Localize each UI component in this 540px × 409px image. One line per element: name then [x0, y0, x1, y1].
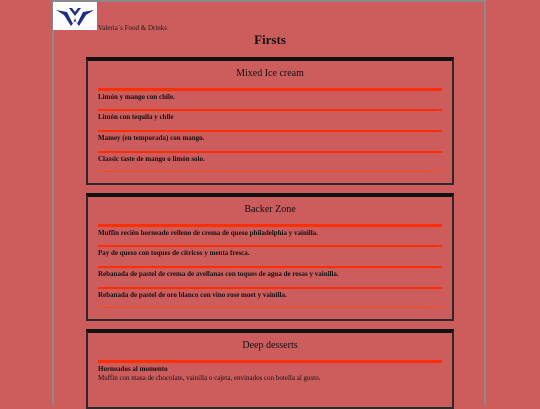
menu-item-text: Pay de queso con toques de cítricos y menta fresca. [98, 249, 250, 257]
menu-item-text: Limón y mango con chile. [98, 93, 175, 101]
brand-name: Valeria´s Food & Drinks [98, 24, 168, 32]
menu-item-text: Classic taste de mango o limón solo. [98, 155, 205, 163]
menu-item [98, 287, 442, 308]
section-title: Mixed Ice cream [236, 68, 304, 79]
section-deep-desserts [86, 329, 454, 409]
menu-item [98, 88, 442, 109]
menu-item [98, 360, 442, 384]
menu-item-text: Mamey (en temporada) con mango. [98, 134, 205, 142]
menu-item [98, 245, 442, 266]
logo[interactable] [53, 2, 97, 30]
menu-item [98, 109, 442, 130]
section-backer-zone [86, 193, 454, 321]
menu-item [98, 151, 442, 172]
winged-v-logo-icon [53, 2, 97, 30]
menu-item-text: Muffin recién horneado relleno de crema de queso philadelphia y vainilla. [98, 229, 318, 237]
menu-item [98, 266, 442, 287]
menu-item-text: Rebanada de pastel de crema de avellanas con toques de agua de rosas y vainilla. [98, 270, 339, 278]
item-divider [98, 171, 442, 172]
section-title: Deep desserts [242, 340, 298, 351]
section-mixed-ice-cream [86, 57, 454, 185]
menu-item-description: Muffin con masa de chocolate, vainilla o cajeta, envinados con botella al gusto. [98, 374, 321, 382]
section-title: Backer Zone [244, 204, 296, 215]
menu-item [98, 130, 442, 151]
menu-item-text: Rebanada de pastel de oro blanco con vino rose moet y vainilla. [98, 291, 287, 299]
menu-item-text: Limón con tequila y chile [98, 113, 174, 121]
item-divider [98, 307, 442, 308]
menu-item [98, 224, 442, 245]
menu-item-name: Horneados al momento [98, 365, 168, 373]
page-title: Firsts [254, 32, 286, 47]
